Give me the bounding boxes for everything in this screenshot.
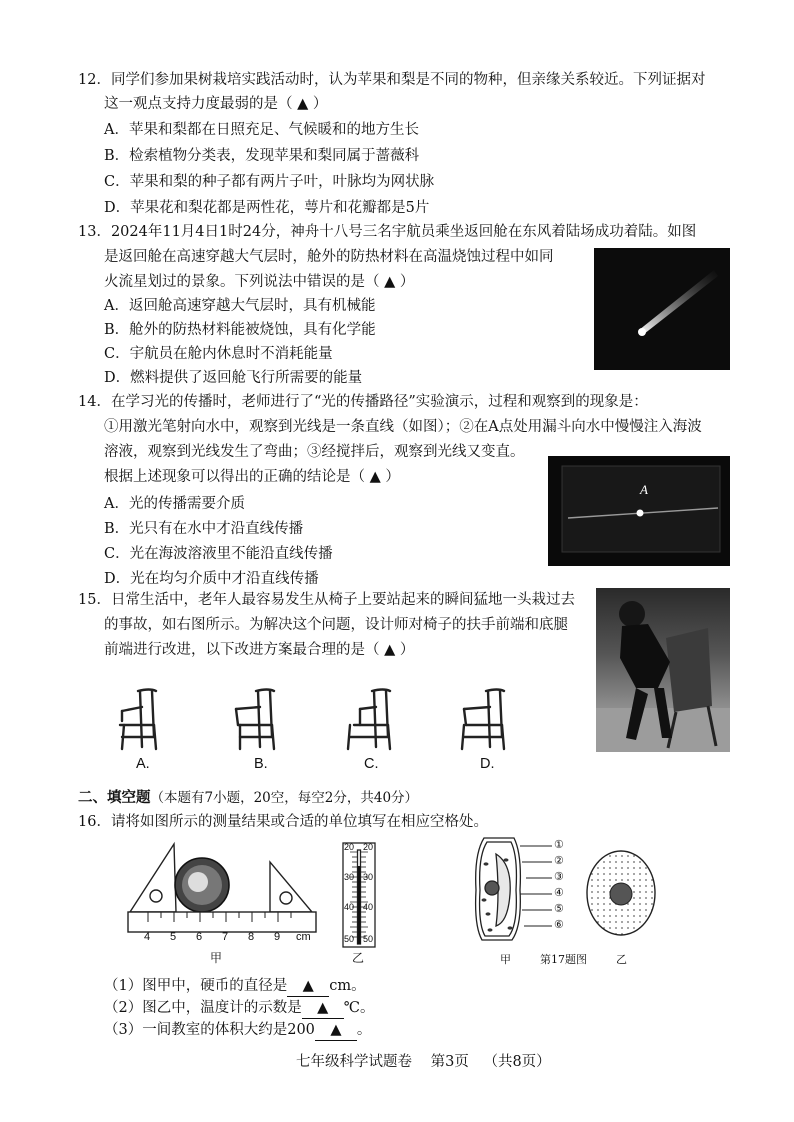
q12-option-c: C．苹果和梨的种子都有两片子叶，叶脉均为网状脉 [104,174,435,190]
q16-sub3-blank[interactable]: ▲ [315,1020,357,1041]
thermo-right-tick-30: 30 [363,872,374,882]
section2-heading: 二、填空题 [78,789,151,806]
cell-label-6: ⑥ [554,918,564,931]
q16-sub1-blank[interactable]: ▲ [287,976,329,997]
point-a-label: A [640,482,648,497]
q16-sub2-blank[interactable]: ▲ [302,998,344,1019]
ruler-tick-8: 8 [248,931,255,943]
q13-stem-line3: 火流星划过的景象。下列说法中错误的是（ ▲ ） [104,274,415,290]
cell-label-3: ③ [554,870,564,883]
q16-sub2-text: （2）图乙中，温度计的示数是 [104,1000,302,1016]
q16-sub1-text: （1）图甲中，硬币的直径是 [104,978,288,994]
q16-sub3-end: 。 [356,1022,372,1038]
thermo-left-tick-40: 40 [344,902,355,912]
q16-sub3-text: （3）一间教室的体积大约是200 [104,1022,315,1038]
thermo-left-tick-20: 20 [344,842,355,852]
section2-note: （本题有7小题，20空，每空2分，共40分） [150,790,419,806]
chair-label-d: D. [480,756,495,772]
q13-option-d: D．燃料提供了返回舱飞行所需要的能量 [104,370,363,386]
chair-option-d [456,685,520,755]
reentry-capsule-photo [594,248,730,370]
footer-title: 七年级科学试题卷 [296,1054,412,1070]
ruler-tick-7: 7 [222,931,229,943]
q13-stem-line2: 是返回舱在高速穿越大气层时，舱外的防热材料在高温烧蚀过程中如同 [104,249,554,265]
q15-stem-line2: 的事故，如右图所示。为解决这个问题，设计师对椅子的扶手前端和底腿 [104,617,568,633]
thermo-right-tick-50: 50 [363,934,374,944]
thermo-right-tick-20: 20 [363,842,374,852]
laser-water-photo [548,456,730,566]
thermo-left-tick-30: 30 [344,872,355,882]
q14-stem-line1: 14．在学习光的传播时，老师进行了“光的传播路径”实验演示，过程和观察到的现象是： [78,394,648,410]
fig17-caption: 第17题图 [540,953,587,966]
fig-yi-label: 乙 [352,951,365,965]
q15-stem-line3: 前端进行改进，以下改进方案最合理的是（ ▲ ） [104,642,415,658]
q14-stem-line3: 溶液，观察到光线发生了弯曲；③经搅拌后，观察到光线又变直。 [104,444,525,460]
ruler-tick-6: 6 [196,931,203,943]
chair-label-b: B. [254,756,268,772]
cell-label-2: ② [554,854,564,867]
section2-header [78,788,418,808]
thermo-left-tick-50: 50 [344,934,355,944]
ruler-unit: cm [296,931,311,943]
footer-page: 第3页 [430,1054,469,1070]
q16-sub1-unit: cm。 [329,978,366,994]
q12-stem-line2: 这一观点支持力度最弱的是（ ▲ ） [104,96,328,112]
fig-jia-label: 甲 [210,951,223,965]
animal-cell-figure [584,848,658,938]
q13-option-c: C．宇航员在舱内休息时不消耗能量 [104,346,333,362]
fig17-jia-label: 甲 [500,953,511,966]
thermo-right-tick-40: 40 [363,902,374,912]
q16-sub2-unit: ℃。 [343,1000,375,1016]
q12-stem-line1: 12．同学们参加果树栽培实践活动时，认为苹果和梨是不同的物种，但亲缘关系较近。下列证据对 [78,72,706,88]
cell-label-5: ⑤ [554,902,564,915]
q12-option-d: D．苹果花和梨花都是两性花，萼片和花瓣都是5片 [104,200,430,216]
chair-option-b [226,685,290,755]
chair-label-c: C. [364,756,379,772]
chair-option-a [108,685,172,755]
plant-cell-figure [470,834,526,944]
page-footer [296,1052,551,1072]
q16-stem: 16．请将如图所示的测量结果或合适的单位填写在相应空格处。 [78,814,488,830]
q13-option-b: B．舱外的防热材料能被烧蚀，具有化学能 [104,322,376,338]
q14-option-a: A．光的传播需要介质 [104,496,245,512]
footer-total: （共8页） [483,1054,551,1070]
q14-stem-line4: 根据上述现象可以得出的正确的结论是（ ▲ ） [104,469,400,485]
elderly-chair-photo [596,588,730,752]
cell-label-4: ④ [554,886,564,899]
q13-stem-line1: 13．2024年11月4日1时24分，神舟十八号三名宇航员乘坐返回舱在东风着陆场成功着陆。如图 [78,224,697,240]
q14-stem-line2: ①用激光笔射向水中，观察到光线是一条直线（如图）；②在A点处用漏斗向水中慢慢注入海波 [104,419,702,435]
q16-sub1 [104,976,366,997]
q15-stem-line1: 15．日常生活中，老年人最容易发生从椅子上要站起来的瞬间猛地一头栽过去 [78,592,575,608]
q16-sub3 [104,1020,371,1041]
q14-option-c: C．光在海波溶液里不能沿直线传播 [104,546,333,562]
q12-option-b: B．检索植物分类表，发现苹果和梨同属于蔷薇科 [104,148,420,164]
thermometer-figure [342,842,376,948]
ruler-tick-4: 4 [144,931,151,943]
q12-option-a: A．苹果和梨都在日照充足、气候暖和的地方生长 [104,122,419,138]
q14-option-d: D．光在均匀介质中才沿直线传播 [104,571,319,587]
q16-sub2 [104,998,374,1019]
ruler-tick-9: 9 [274,931,281,943]
cell-label-1: ① [554,838,564,851]
chair-label-a: A. [136,756,150,772]
coin-ruler-figure [126,838,322,950]
ruler-tick-5: 5 [170,931,177,943]
q13-option-a: A．返回舱高速穿越大气层时，具有机械能 [104,298,376,314]
cell-leader-lines [520,838,554,930]
q14-option-b: B．光只有在水中才沿直线传播 [104,521,304,537]
fig17-yi-label: 乙 [616,953,627,966]
chair-option-c [342,685,406,755]
